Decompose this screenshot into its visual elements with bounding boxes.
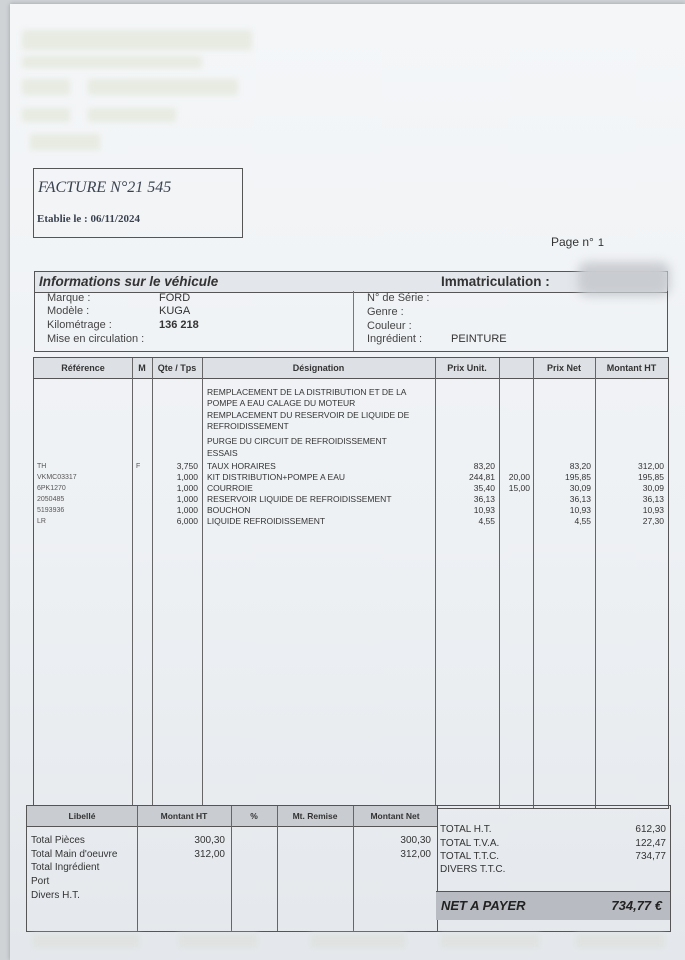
divider xyxy=(353,291,354,351)
col-qte: Qte / Tps xyxy=(157,363,197,373)
total-ht-label: TOTAL H.T. xyxy=(440,824,492,835)
row-reference: 5193936 xyxy=(37,507,65,514)
page-value: 1 xyxy=(597,237,604,249)
net-to-pay-label: NET A PAYER xyxy=(441,898,526,913)
row-prix-unit: 83,20 xyxy=(473,461,495,471)
total-ingredient-label: Total Ingrédient xyxy=(31,862,100,873)
column-divider xyxy=(152,358,153,808)
page-label: Page n° xyxy=(551,235,594,249)
row-qte: 1,000 xyxy=(176,494,198,504)
invoice-title: FACTURE N°21 545 xyxy=(38,179,172,196)
row-qte: 3,750 xyxy=(176,461,198,471)
col-m: M xyxy=(138,363,146,373)
description-line: ESSAIS xyxy=(207,448,238,458)
row-designation: RESERVOIR LIQUIDE DE REFROIDISSEMENT xyxy=(207,494,392,504)
row-prix-net: 10,93 xyxy=(569,505,591,515)
col-prix-net: Prix Net xyxy=(546,363,581,373)
line-items-table xyxy=(33,357,669,809)
vehicle-info-header xyxy=(34,271,668,293)
col-mt-remise: Mt. Remise xyxy=(292,811,338,821)
row-montant: 195,85 xyxy=(638,472,664,482)
ingredient-label: Ingrédient : xyxy=(367,333,423,345)
ingredient-value: PEINTURE xyxy=(451,333,507,345)
divers-ttc-label: DIVERS T.T.C. xyxy=(440,864,506,875)
row-prix-unit: 10,93 xyxy=(473,505,495,515)
net-to-pay-value: 734,77 € xyxy=(611,898,662,913)
row-prix-net: 30,09 xyxy=(569,483,591,493)
row-prix-unit: 36,13 xyxy=(473,494,495,504)
total-ttc-label: TOTAL T.T.C. xyxy=(440,851,500,862)
row-remise: 20,00 xyxy=(508,472,530,482)
totals-header xyxy=(27,806,437,827)
column-divider xyxy=(137,806,138,931)
redacted-block xyxy=(310,934,406,948)
model-value: KUGA xyxy=(159,305,191,317)
row-montant: 312,00 xyxy=(638,461,664,471)
column-divider xyxy=(353,806,354,931)
total-pieces-label: Total Pièces xyxy=(31,835,85,846)
row-designation: TAUX HORAIRES xyxy=(207,461,276,471)
col-montant-ht: Montant HT xyxy=(606,363,657,373)
redacted-block xyxy=(32,934,140,948)
row-reference: 6PK1270 xyxy=(37,485,66,492)
total-ht-value: 612,30 xyxy=(635,824,666,835)
row-montant: 30,09 xyxy=(642,483,664,493)
row-prix-net: 83,20 xyxy=(569,461,591,471)
description-line: POMPE A EAU CALAGE DU MOTEUR xyxy=(207,398,356,408)
column-divider xyxy=(435,358,436,808)
row-designation: COURROIE xyxy=(207,483,253,493)
redacted-block xyxy=(22,30,252,50)
vehicle-section-title: Informations sur le véhicule xyxy=(39,274,219,289)
row-designation: LIQUIDE REFROIDISSEMENT xyxy=(207,516,326,526)
redacted-block xyxy=(178,934,258,948)
redacted-block xyxy=(575,934,665,948)
col-pct: % xyxy=(250,811,258,821)
row-prix-unit: 4,55 xyxy=(478,516,495,526)
model-label: Modèle : xyxy=(47,305,90,317)
row-montant: 10,93 xyxy=(642,505,664,515)
redacted-block xyxy=(22,56,202,68)
col-libelle: Libellé xyxy=(68,811,96,821)
redacted-block xyxy=(22,79,70,95)
column-divider xyxy=(533,358,534,808)
row-qte: 1,000 xyxy=(176,483,198,493)
row-qte: 6,000 xyxy=(176,516,198,526)
serial-label: N° de Série : xyxy=(367,292,430,304)
row-montant: 36,13 xyxy=(642,494,664,504)
redacted-block xyxy=(30,134,100,150)
description-line: PURGE DU CIRCUIT DE REFROIDISSEMENT xyxy=(207,436,387,446)
row-prix-net: 195,85 xyxy=(565,472,591,482)
color-label: Couleur : xyxy=(367,320,412,332)
mileage-value: 136 218 xyxy=(159,319,199,331)
divers-ht-label: Divers H.T. xyxy=(31,890,80,901)
column-divider xyxy=(277,806,278,931)
col-prix-unit: Prix Unit. xyxy=(447,363,487,373)
column-divider xyxy=(499,358,500,808)
column-divider xyxy=(132,358,133,808)
row-prix-net: 4,55 xyxy=(574,516,591,526)
redacted-block xyxy=(88,108,176,122)
summary-box xyxy=(436,805,671,932)
vehicle-info-body xyxy=(34,291,668,352)
col-montant-net: Montant Net xyxy=(370,811,420,821)
total-ttc-value: 734,77 xyxy=(635,851,666,862)
genre-label: Genre : xyxy=(367,306,404,318)
col-designation: Désignation xyxy=(292,363,345,373)
description-line: REMPLACEMENT DE LA DISTRIBUTION ET DE LA xyxy=(207,387,407,397)
immatriculation-label: Immatriculation : xyxy=(441,274,550,289)
redacted-block xyxy=(22,108,70,122)
row-prix-net: 36,13 xyxy=(569,494,591,504)
redacted-block xyxy=(88,79,238,95)
total-pieces-net: 300,30 xyxy=(400,835,431,846)
description-line: REFROIDISSEMENT xyxy=(207,421,289,431)
total-tva-value: 122,47 xyxy=(635,838,666,849)
total-labor-label: Total Main d'oeuvre xyxy=(31,849,118,860)
brand-value: FORD xyxy=(159,292,191,304)
row-montant: 27,30 xyxy=(642,516,664,526)
total-labor-ht: 312,00 xyxy=(194,849,225,860)
total-tva-label: TOTAL T.V.A. xyxy=(440,838,500,849)
invoice-date: Etablie le : 06/11/2024 xyxy=(37,213,140,225)
row-reference: TH xyxy=(37,463,47,470)
col-montant-ht: Montant HT xyxy=(160,811,208,821)
column-divider xyxy=(231,806,232,931)
row-qte: 1,000 xyxy=(176,472,198,482)
row-prix-unit: 244,81 xyxy=(469,472,495,482)
row-reference: VKMC03317 xyxy=(37,474,77,481)
row-qte: 1,000 xyxy=(176,505,198,515)
row-remise: 15,00 xyxy=(508,483,530,493)
row-designation: BOUCHON xyxy=(207,505,251,515)
row-m: F xyxy=(136,463,141,470)
row-prix-unit: 35,40 xyxy=(473,483,495,493)
description-line: REMPLACEMENT DU RESERVOIR DE LIQUIDE DE xyxy=(207,410,410,420)
total-pieces-ht: 300,30 xyxy=(194,835,225,846)
port-label: Port xyxy=(31,876,50,887)
net-to-pay-bar xyxy=(436,891,670,920)
registration-date-label: Mise en circulation : xyxy=(47,333,145,345)
column-divider xyxy=(202,358,203,808)
table-header xyxy=(34,358,668,379)
totals-breakdown-table xyxy=(26,805,438,932)
invoice-title-box xyxy=(33,168,243,238)
mileage-label: Kilométrage : xyxy=(47,319,112,331)
redacted-block xyxy=(440,934,540,948)
row-reference: LR xyxy=(37,518,46,525)
col-reference: Référence xyxy=(61,363,105,373)
total-labor-net: 312,00 xyxy=(400,849,431,860)
brand-label: Marque : xyxy=(47,292,91,304)
row-reference: 2050485 xyxy=(37,496,65,503)
row-designation: KIT DISTRIBUTION+POMPE A EAU xyxy=(207,472,346,482)
page-number xyxy=(551,235,604,249)
column-divider xyxy=(595,358,596,808)
